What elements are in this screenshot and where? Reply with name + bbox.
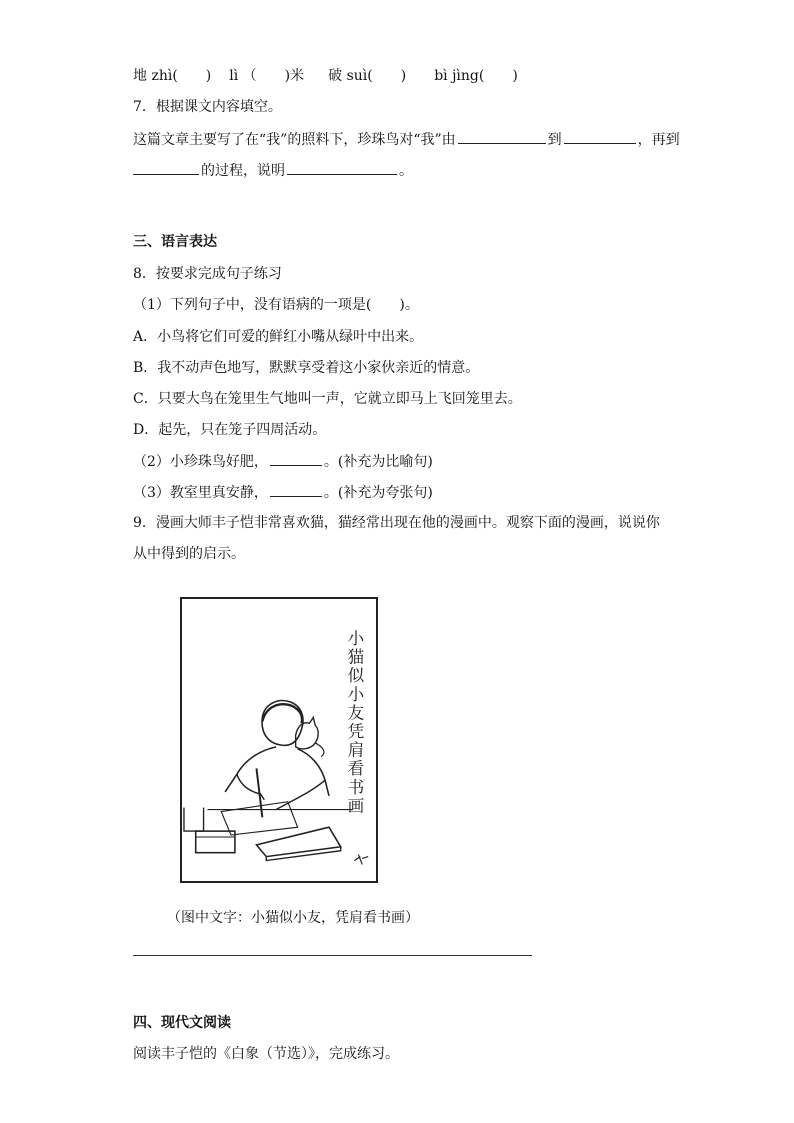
comic-caption: （图中文字：小猫似小友，凭肩看书画） <box>167 910 419 926</box>
q8-sub2-blank[interactable] <box>270 451 322 466</box>
section-4-title: 四、现代文阅读 <box>133 1015 231 1031</box>
pinyin-item-bijing: bì jìng( ) <box>434 68 518 84</box>
q8-option-b[interactable]: B．我不动声色地写，默默享受着这小家伙亲近的情意。 <box>133 360 480 376</box>
q8-sub2-text: （2）小珍珠鸟好肥， <box>133 454 268 470</box>
q7-title: 7．根据课文内容填空。 <box>133 99 282 115</box>
q7-text-c: ，再到 <box>637 132 680 148</box>
q9-line-1: 9．漫画大师丰子恺非常喜欢猫，猫经常出现在他的漫画中。观察下面的漫画，说说你 <box>133 515 660 531</box>
q8-sub2 <box>133 451 433 472</box>
q7-fill-line-1 <box>133 129 680 150</box>
q7-text-e: 。 <box>399 163 413 179</box>
q8-title: 8．按要求完成句子练习 <box>133 266 282 282</box>
q8-sub3-hint: 。(补充为夸张句) <box>323 485 433 501</box>
q9-answer-line[interactable] <box>133 955 532 956</box>
comic-inscription: 小猫似小友凭肩看书画 <box>344 629 364 816</box>
q8-sub3-blank[interactable] <box>270 482 322 497</box>
q8-option-c[interactable]: C．只要大鸟在笼里生气地叫一声，它就立即马上飞回笼里去。 <box>133 391 522 407</box>
q8-sub3-text: （3）教室里真安静， <box>133 485 268 501</box>
q8-option-a[interactable]: A．小鸟将它们可爱的鲜红小嘴从绿叶中出来。 <box>133 329 424 345</box>
q7-text-a: 这篇文章主要写了在“我”的照料下，珍珠鸟对“我”由 <box>133 132 456 148</box>
pinyin-row <box>133 66 518 86</box>
section-3-title: 三、语言表达 <box>133 234 217 250</box>
q9-line-2: 从中得到的启示。 <box>133 546 245 562</box>
q7-text-d: 的过程，说明 <box>201 163 285 179</box>
q8-sub3 <box>133 482 433 503</box>
q8-option-d[interactable]: D．起先，只在笼子四周活动。 <box>133 422 327 438</box>
comic-illustration <box>180 597 378 883</box>
comic-drawing <box>182 599 376 881</box>
pinyin-item-zhi: 地 zhì( ) <box>133 68 212 84</box>
q8-sub2-hint: 。(补充为比喻句) <box>323 454 433 470</box>
pinyin-item-sui: 破 suì( ) <box>328 68 407 84</box>
reading-intro: 阅读丰子恺的《白象（节选）》，完成练习。 <box>133 1046 399 1062</box>
q7-blank-3[interactable] <box>133 160 199 175</box>
q7-blank-2[interactable] <box>564 129 636 144</box>
q8-sub1: （1）下列句子中，没有语病的一项是( )。 <box>133 297 419 313</box>
q7-text-b: 到 <box>547 132 562 148</box>
q7-fill-line-2 <box>133 160 413 181</box>
q7-blank-1[interactable] <box>458 129 546 144</box>
q7-blank-4[interactable] <box>287 160 397 175</box>
pinyin-item-li: lì （ )米 <box>229 68 305 84</box>
